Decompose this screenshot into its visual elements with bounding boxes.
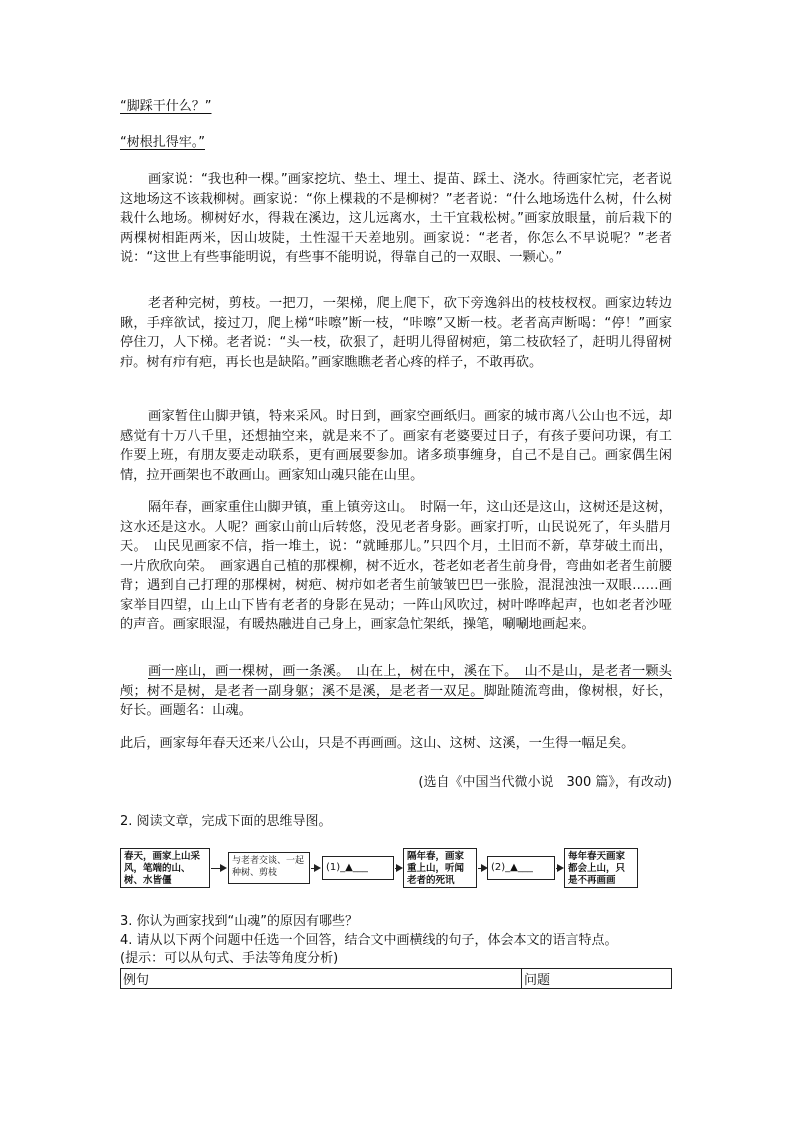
arrow-icon — [311, 868, 319, 869]
mindmap-box-5: (2)_▲___ — [487, 856, 555, 880]
arrow-icon — [478, 868, 486, 869]
arrow-icon — [211, 868, 225, 869]
question-2: 2. 阅读文章，完成下面的思维导图。 — [120, 814, 332, 829]
closing-paragraph: 此后，画家每年春天还来八公山，只是不再画画。这山、这树、这溪，一生得一幅足矣。 — [120, 736, 635, 751]
table-header-question: 问题 — [522, 969, 672, 989]
mind-map — [120, 846, 672, 890]
arrow-icon — [556, 868, 562, 869]
paragraph-1: 画家说：“我也种一棵。”画家挖坑、垫土、埋土、提苗、踩土、浇水。待画家忙完，老者说这地场这不该栽柳树。画家说：“你上棵栽的不是柳树？”老者说：“什么地场选什么树，什么树栽什么地场。柳树好水，得栽在溪边，这儿远离水，土干宜栽松树。”画家放眼量，前后栽下的两棵树相距两米，因山坡陡，土性湿干天差地别。画家说：“老者，你怎么不早说呢？”老者说：“这世上有些事能明说，有些事不能明说，得靠自己的一双眼、一颗心。” — [120, 172, 672, 265]
mindmap-box-4: 隔年春，画家重上山，听闻老者的死讯 — [403, 848, 477, 888]
hint: (提示：可以从句式、手法等角度分析) — [120, 951, 339, 966]
paragraph-5 — [120, 662, 672, 721]
question-4: 4. 请从以下两个问题中任选一个回答，结合文中画横线的句子，体会本文的语言特点。 — [120, 933, 618, 948]
paragraph-4: 隔年春，画家重住山脚尹镇，重上镇旁这山。 时隔一年，这山还是这山，这树还是这树，这水还是这水。人呢？画家山前山后转悠，没见老者身影。画家打听，山民说死了，年头腊月天。 山民见画家不信，指一堆土，说：“就睡那儿。”只四个月，土旧而不新，草芽破土而出，一片欣欣向荣。 画家遇自己植的那棵柳，树不近水，苍老如老者生前身骨，弯曲如老者生前腰背；遇到自己打理的那棵树，树疤、树疖如老者生前皱皱巴巴一张脸，混混浊浊一双眼……画家举目四望，山上山下皆有老者的身影在晃动；一阵山风吹过，树叶哗哗起声，也如老者沙哑的声音。画家眼湿，有暖热融进自己身上，画家急忙架纸，操笔，唰唰地画起来。 — [120, 500, 672, 632]
paragraph-5-tail: 脚趾随流弯曲，像树根，好长，好长。画题名：山魂。 — [120, 683, 673, 718]
mindmap-box-2: 与老者交谈、一起种树、剪枝 — [228, 852, 310, 884]
dialog-line-2: “树根扎得牢。” — [120, 135, 205, 150]
paragraph-3: 画家暂住山脚尹镇，特来采风。时日到，画家空画纸归。画家的城市离八公山也不远，却感觉有十万八千里，还想抽空来，就是来不了。画家有老婆要过日子，有孩子要问功课，有工作要上班，有朋友要走动联系，更有画展要参加。诸多琐事缠身，自己不是自己。画家偶生闲情，拉开画架也不敢画山。画家知山魂只能在山里。 — [120, 409, 672, 483]
dialog-line-1: “脚踩干什么？” — [120, 99, 212, 114]
question-3: 3. 你认为画家找到“山魂”的原因有哪些？ — [120, 914, 359, 929]
arrow-icon — [395, 868, 401, 869]
answer-table — [120, 968, 672, 989]
mindmap-box-1: 春天，画家上山采风，笔端的山、树、水皆僵 — [120, 848, 210, 888]
source-note: (选自《中国当代微小说 300 篇》，有改动) — [418, 775, 672, 790]
table-header-example: 例句 — [121, 969, 522, 989]
mindmap-box-6: 每年春天画家都会上山，只是不再画画 — [564, 848, 638, 888]
underlined-sentences: 画一座山，画一棵树，画一条溪。 山在上，树在中，溪在下。 山不是山，是老者一颗头颅；树不是树，是老者一副身躯；溪不是溪，是老者一双足。 — [120, 664, 672, 699]
paragraph-2: 老者种完树，剪枝。一把刀，一架梯，爬上爬下，砍下旁逸斜出的枝枝杈杈。画家边转边瞅，手痒欲试，接过刀，爬上梯“咔嚓”断一枝，“咔嚓”又断一枝。老者高声断喝：“停！”画家停住刀，人下梯。老者说：“头一枝，砍狠了，赶明儿得留树疤，第二枝砍轻了，赶明儿得留树疖。树有疖有疤，再长也是缺陷。”画家瞧瞧老者心疼的样子，不敢再砍。 — [120, 296, 672, 370]
mindmap-box-3: (1)_▲___ — [322, 856, 394, 880]
